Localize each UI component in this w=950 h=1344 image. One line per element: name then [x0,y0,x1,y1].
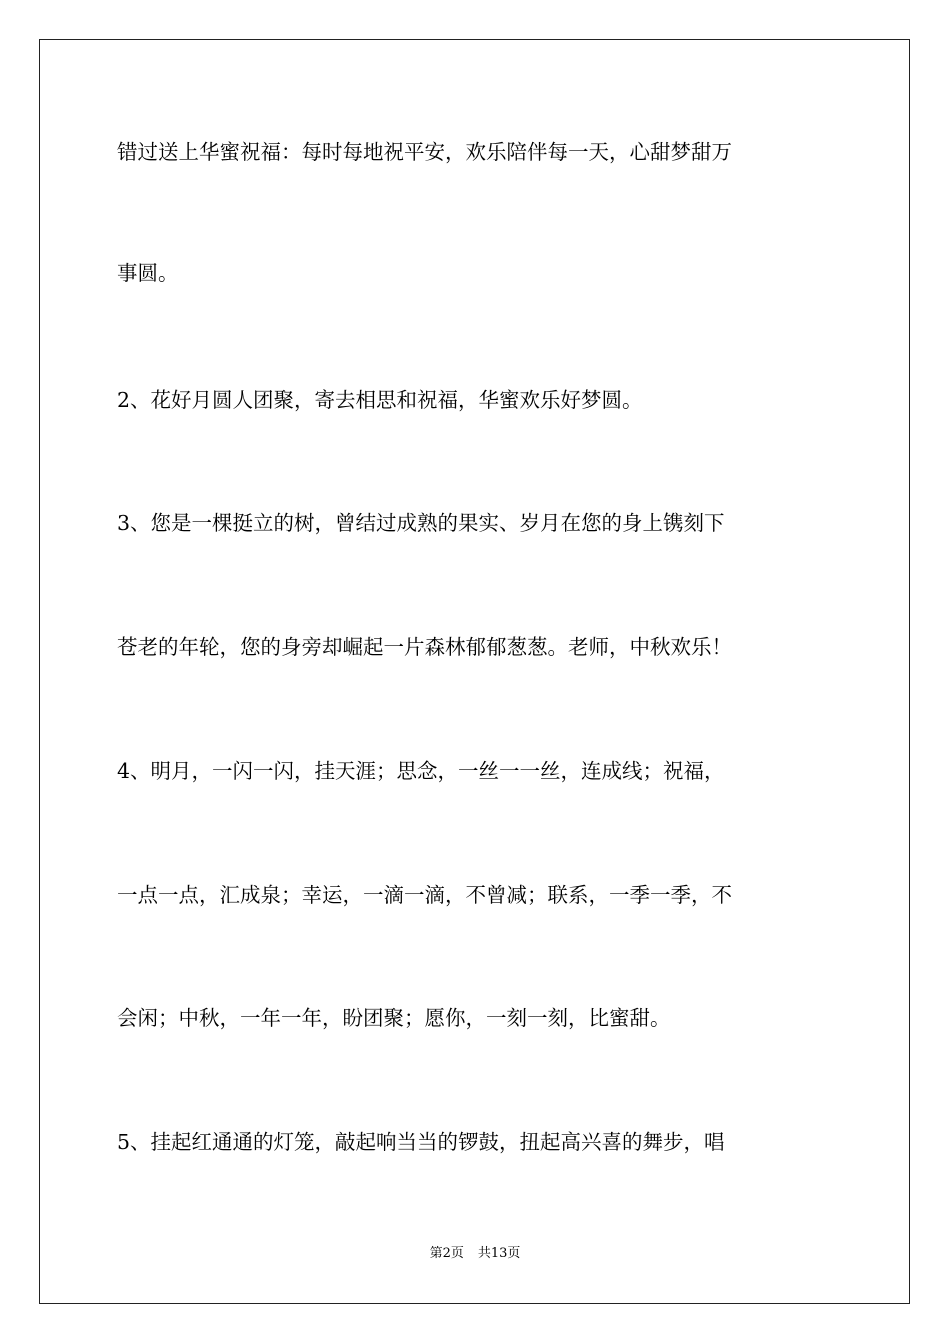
text-line-9: 5、挂起红通通的灯笼，敲起响当当的锣鼓，扭起高兴喜的舞步，唱 [117,1130,725,1154]
page-footer [0,1244,950,1264]
text-line-2: 事圆。 [117,261,179,285]
text-line-1: 错过送上华蜜祝福：每时每地祝平安，欢乐陪伴每一天，心甜梦甜万 [117,140,732,164]
text-line-3: 2、花好月圆人团聚，寄去相思和祝福，华蜜欢乐好梦圆。 [117,388,643,412]
text-line-5: 苍老的年轮，您的身旁却崛起一片森林郁郁葱葱。老师，中秋欢乐！ [117,635,732,659]
text-line-4: 3、您是一棵挺立的树，曾结过成熟的果实、岁月在您的身上镌刻下 [117,511,725,535]
page-current: 第2页 [429,1246,464,1261]
text-line-6: 4、明月，一闪一闪，挂天涯；思念，一丝一一丝，连成线；祝福， [117,759,725,783]
text-line-7: 一点一点，汇成泉；幸运，一滴一滴，不曾减；联系，一季一季，不 [117,883,732,907]
page-border [39,39,910,1304]
page-total: 共13页 [477,1246,521,1261]
text-line-8: 会闲；中秋，一年一年，盼团聚；愿你，一刻一刻，比蜜甜。 [117,1006,671,1030]
